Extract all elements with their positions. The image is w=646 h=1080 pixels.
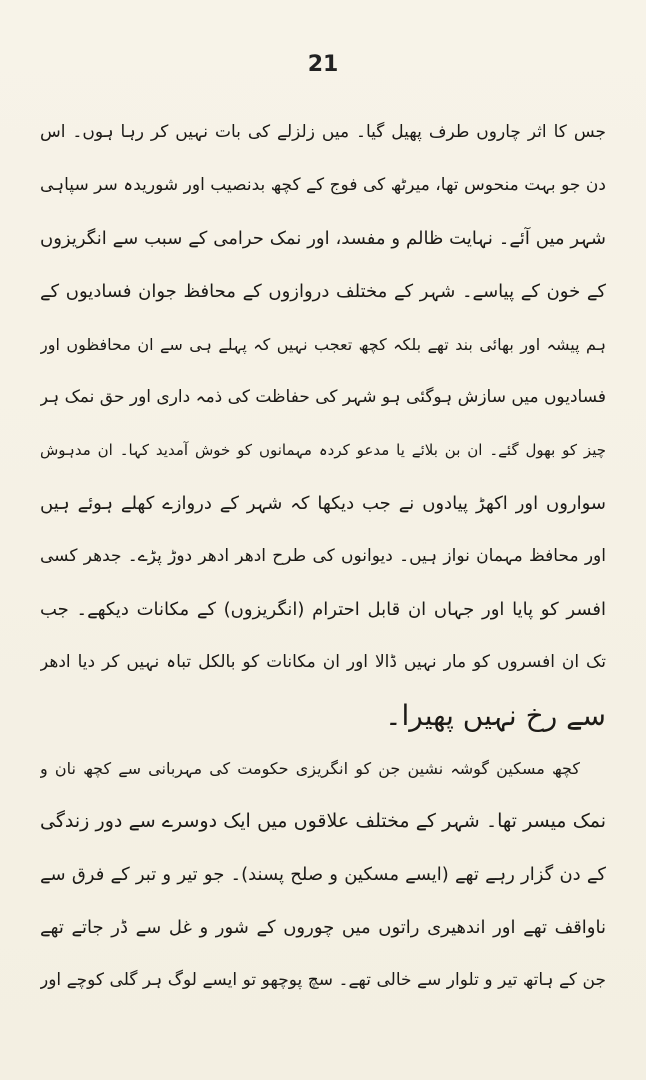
text-line: شہر میں آئے۔ نہایت ظالم و مفسد، اور نمک حرامی کے سبب سے انگریزوں	[40, 228, 606, 249]
text-line: افسر کو پایا اور جہاں ان قابل احترام (انگریزوں) کے مکانات دیکھے۔ جب	[40, 599, 606, 620]
text-line: چیز کو بھول گئے۔ ان بن بلائے یا مدعو کردہ مہمانوں کو خوش آمدید کہا۔ ان مدہوش	[40, 441, 606, 459]
text-line: جن کے ہاتھ تیر و تلوار سے خالی تھے۔ سچ پوچھو تو ایسے لوگ ہر گلی کوچے اور	[40, 970, 606, 990]
text-line: ہم پیشہ اور بھائی بند تھے بلکہ کچھ تعجب نہیں کہ پہلے ہی سے ان محافظوں اور	[40, 335, 606, 354]
body-text	[40, 106, 606, 1007]
text-line: اور محافظ مہمان نواز ہیں۔ دیوانوں کی طرح ادھر ادھر دوڑ پڑے۔ جدھر کسی	[40, 546, 606, 566]
paragraph-start-line: کچھ مسکین گوشہ نشین جن کو انگریزی حکومت کی مہربانی سے کچھ نان و	[40, 759, 580, 778]
text-line: کے خون کے پیاسے۔ شہر کے مختلف دروازوں کے محافظ جوان فسادیوں کے	[40, 281, 606, 302]
page-number: 21	[307, 52, 339, 77]
text-line: سواروں اور اکھڑ پیادوں نے جب دیکھا کہ شہر کے دروازے کھلے ہوئے ہیں	[40, 493, 606, 514]
text-line: کے دن گزار رہے تھے (ایسے مسکین و صلح پسند)۔ جو تیر و تبر کے فرق سے	[40, 864, 606, 885]
text-line: جس کا اثر چاروں طرف پھیل گیا۔ میں زلزلے کی بات نہیں کر رہا ہوں۔ اس	[40, 122, 606, 142]
text-line: فسادیوں میں سازش ہوگئی ہو شہر کی حفاظت کی ذمہ داری اور حق نمک ہر	[40, 387, 606, 407]
text-line: ناواقف تھے اور اندھیری راتوں میں چوروں کے شور و غل سے ڈر جاتے تھے	[40, 917, 606, 938]
paragraph-end-line: سے رخ نہیں پھیرا۔	[385, 699, 606, 732]
text-line: تک ان افسروں کو مار نہیں ڈالا اور ان مکانات کو بالکل تباہ نہیں کر دیا ادھر	[40, 652, 606, 672]
text-line: دن جو بہت منحوس تھا، میرٹھ کی فوج کے کچھ بدنصیب اور شوریدہ سر سپاہی	[40, 175, 606, 195]
text-line: نمک میسر تھا۔ شہر کے مختلف علاقوں میں ایک دوسرے سے دور زندگی	[40, 810, 606, 832]
